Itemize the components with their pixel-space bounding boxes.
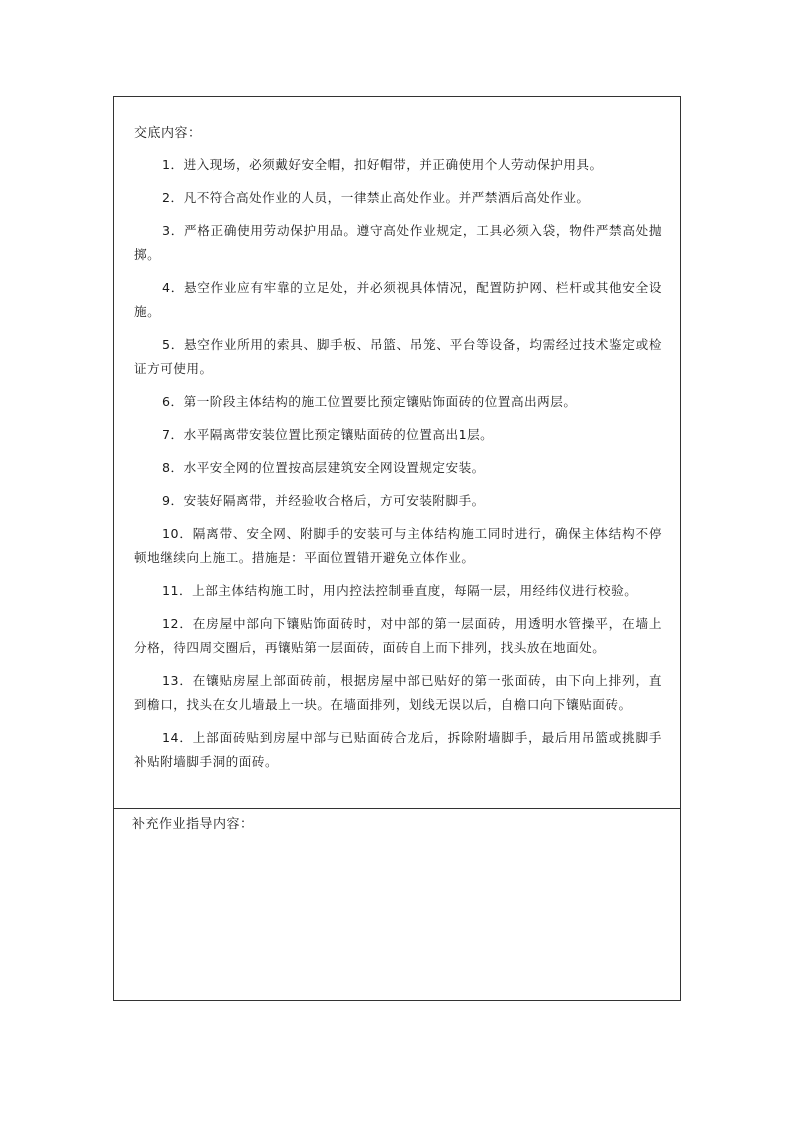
disclosure-content-section xyxy=(114,97,680,809)
disclosure-form-table xyxy=(113,96,681,1001)
disclosure-content-label: 交底内容： xyxy=(134,126,202,141)
disclosure-item: 10．隔离带、安全网、附脚手的安装可与主体结构施工同时进行，确保主体结构不停顿地继续向上施工。措施是：平面位置错开避免立体作业。 xyxy=(134,526,662,565)
disclosure-item: 13．在镶贴房屋上部面砖前，根据房屋中部已贴好的第一张面砖，由下向上排列，直到檐口，找头在女儿墙最上一块。在墙面排列，划线无误以后，自檐口向下镶贴面砖。 xyxy=(134,673,662,712)
disclosure-item: 12．在房屋中部向下镶贴饰面砖时，对中部的第一层面砖，用透明水管操平，在墙上分格，待四周交圈后，再镶贴第一层面砖，面砖自上而下排列，找头放在地面处。 xyxy=(134,616,662,655)
disclosure-item: 14．上部面砖贴到房屋中部与已贴面砖合龙后，拆除附墙脚手，最后用吊篮或挑脚手补贴附墙脚手洞的面砖。 xyxy=(134,730,662,769)
disclosure-item: 8．水平安全网的位置按高层建筑安全网设置规定安装。 xyxy=(162,460,485,475)
disclosure-item: 4．悬空作业应有牢靠的立足处，并必须视具体情况，配置防护网、栏杆或其他安全设施。 xyxy=(134,280,662,319)
disclosure-item: 11．上部主体结构施工时，用内控法控制垂直度，每隔一层，用经纬仪进行校验。 xyxy=(162,583,638,598)
disclosure-item: 6．第一阶段主体结构的施工位置要比预定镶贴饰面砖的位置高出两层。 xyxy=(162,394,577,409)
disclosure-items-list xyxy=(134,153,662,783)
disclosure-item: 7．水平隔离带安装位置比预定镶贴面砖的位置高出1层。 xyxy=(162,427,494,442)
supplementary-guidance-section xyxy=(114,809,680,1000)
disclosure-item: 5．悬空作业所用的索具、脚手板、吊篮、吊笼、平台等设备，均需经过技术鉴定或检证方可使用。 xyxy=(134,337,662,376)
disclosure-item: 9．安装好隔离带，并经验收合格后，方可安装附脚手。 xyxy=(162,493,485,508)
disclosure-item: 3．严格正确使用劳动保护用品。遵守高处作业规定，工具必须入袋，物件严禁高处抛掷。 xyxy=(134,223,662,262)
disclosure-item: 2．凡不符合高处作业的人员，一律禁止高处作业。并严禁酒后高处作业。 xyxy=(162,190,590,205)
disclosure-item: 1．进入现场，必须戴好安全帽，扣好帽带，并正确使用个人劳动保护用具。 xyxy=(162,157,603,172)
supplementary-guidance-label: 补充作业指导内容： xyxy=(132,817,254,832)
